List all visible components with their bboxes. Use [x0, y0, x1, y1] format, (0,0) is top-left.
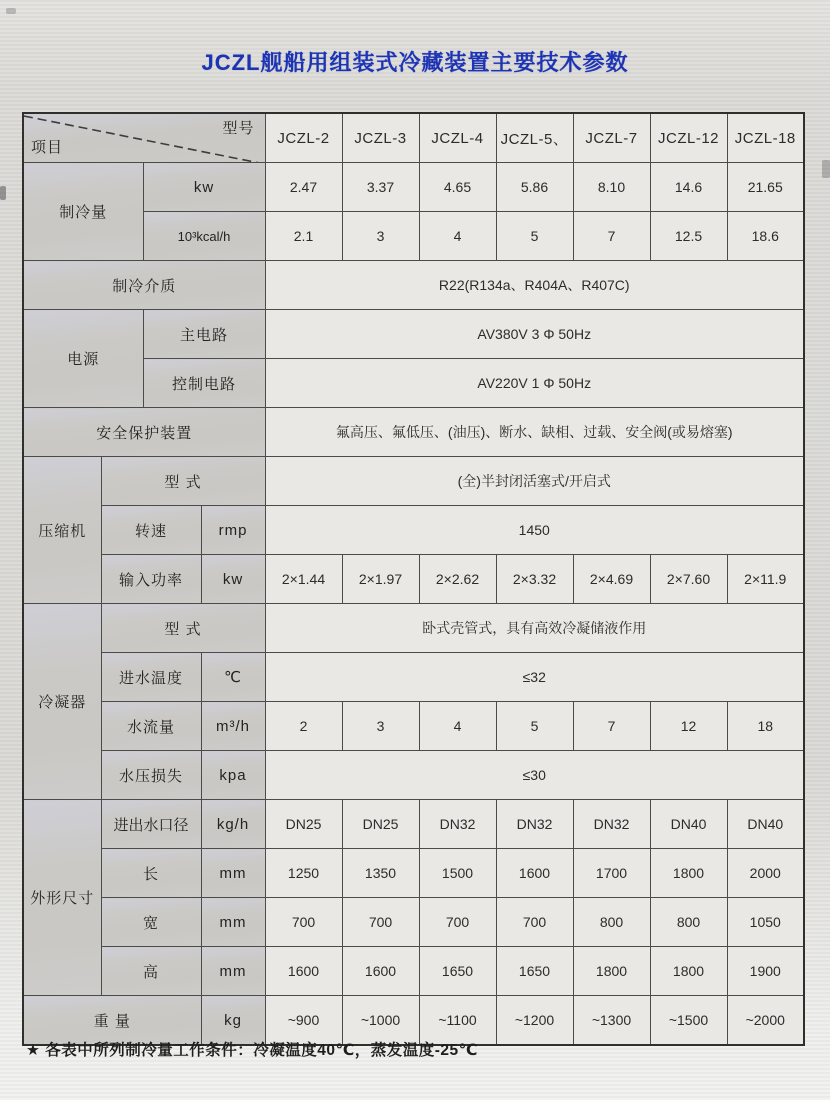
cell: DN25 [265, 800, 342, 849]
cell: 1600 [496, 849, 573, 898]
cell: 8.10 [573, 163, 650, 212]
cell: 2×3.32 [496, 555, 573, 604]
cell: 4.65 [419, 163, 496, 212]
input-power-row [23, 555, 804, 604]
inlet-temp-value: ≤32 [265, 653, 804, 702]
cell: DN32 [496, 800, 573, 849]
cell: 1900 [727, 947, 804, 996]
cell: 1600 [265, 947, 342, 996]
cell: 700 [496, 898, 573, 947]
cell: 2 [265, 702, 342, 751]
cell: ~1100 [419, 996, 496, 1046]
cell: ~2000 [727, 996, 804, 1046]
power-main-label: 主电路 [143, 310, 265, 359]
compressor-type-value: (全)半封闭活塞式/开启式 [265, 457, 804, 506]
cell: 800 [573, 898, 650, 947]
cell: 1250 [265, 849, 342, 898]
cooling-kw-row [23, 163, 804, 212]
cell: 1800 [573, 947, 650, 996]
water-flow-label: 水流量 [101, 702, 201, 751]
dimensions-label: 外形尺寸 [23, 800, 101, 996]
pipe-diameter-unit: kg/h [201, 800, 265, 849]
width-row [23, 898, 804, 947]
refrigerant-value: R22(R134a、R404A、R407C) [265, 261, 804, 310]
corner-label-item: 项目 [31, 139, 64, 156]
inlet-temp-unit: ℃ [201, 653, 265, 702]
cell: ~900 [265, 996, 342, 1046]
power-main-row [23, 310, 804, 359]
height-label: 高 [101, 947, 201, 996]
model-header: JCZL-12 [650, 113, 727, 163]
inlet-temp-row [23, 653, 804, 702]
length-label: 长 [101, 849, 201, 898]
compressor-type-label: 型 式 [101, 457, 265, 506]
cell: 5 [496, 212, 573, 261]
cell: 5 [496, 702, 573, 751]
length-unit: mm [201, 849, 265, 898]
cell: 2×1.44 [265, 555, 342, 604]
cell: 12 [650, 702, 727, 751]
cell: 3.37 [342, 163, 419, 212]
cell: 1800 [650, 947, 727, 996]
model-header: JCZL-2 [265, 113, 342, 163]
scan-artifact [0, 186, 6, 200]
cell: DN40 [650, 800, 727, 849]
cell: DN32 [419, 800, 496, 849]
corner-label-model: 型号 [222, 120, 255, 137]
cell: 1800 [650, 849, 727, 898]
condenser-type-row [23, 604, 804, 653]
input-power-label: 输入功率 [101, 555, 201, 604]
cooling-capacity-label: 制冷量 [23, 163, 143, 261]
cell: 700 [342, 898, 419, 947]
cell: 2×4.69 [573, 555, 650, 604]
pressure-loss-row [23, 751, 804, 800]
cell: 21.65 [727, 163, 804, 212]
cell: ~1300 [573, 996, 650, 1046]
cell: 700 [265, 898, 342, 947]
cell: 2000 [727, 849, 804, 898]
unit-kcal: 10³kcal/h [143, 212, 265, 261]
compressor-type-row [23, 457, 804, 506]
height-row [23, 947, 804, 996]
cell: 14.6 [650, 163, 727, 212]
cell: 4 [419, 212, 496, 261]
safety-row [23, 408, 804, 457]
cell: 1500 [419, 849, 496, 898]
cell: 4 [419, 702, 496, 751]
pressure-loss-label: 水压损失 [101, 751, 201, 800]
cell: 5.86 [496, 163, 573, 212]
condenser-type-value: 卧式壳管式，具有高效冷凝储液作用 [265, 604, 804, 653]
cell: 800 [650, 898, 727, 947]
model-header: JCZL-7 [573, 113, 650, 163]
power-label: 电源 [23, 310, 143, 408]
cell: 2×11.9 [727, 555, 804, 604]
model-header: JCZL-3 [342, 113, 419, 163]
model-header: JCZL-18 [727, 113, 804, 163]
compressor-speed-row [23, 506, 804, 555]
cell: 18 [727, 702, 804, 751]
refrigerant-label: 制冷介质 [23, 261, 265, 310]
condenser-type-label: 型 式 [101, 604, 265, 653]
speed-value: 1450 [265, 506, 804, 555]
header-row [23, 113, 804, 163]
refrigerant-row [23, 261, 804, 310]
compressor-label: 压缩机 [23, 457, 101, 604]
safety-value: 氟高压、氟低压、(油压)、断水、缺相、过载、安全阀(或易熔塞) [265, 408, 804, 457]
cell: DN40 [727, 800, 804, 849]
cell: 1700 [573, 849, 650, 898]
model-header: JCZL-5、 [496, 113, 573, 163]
width-unit: mm [201, 898, 265, 947]
cell: 2×1.97 [342, 555, 419, 604]
safety-label: 安全保护装置 [23, 408, 265, 457]
water-flow-unit: m³/h [201, 702, 265, 751]
condenser-label: 冷凝器 [23, 604, 101, 800]
cell: 1350 [342, 849, 419, 898]
cell: 3 [342, 212, 419, 261]
weight-label: 重 量 [23, 996, 201, 1046]
cell: DN25 [342, 800, 419, 849]
width-label: 宽 [101, 898, 201, 947]
cell: 1650 [496, 947, 573, 996]
power-control-label: 控制电路 [143, 359, 265, 408]
corner-cell [23, 113, 265, 163]
model-header: JCZL-4 [419, 113, 496, 163]
water-flow-row [23, 702, 804, 751]
power-main-value: AV380V 3 Φ 50Hz [265, 310, 804, 359]
page-title: JCZL舰船用组装式冷藏装置主要技术参数 [201, 50, 629, 75]
cell: 18.6 [727, 212, 804, 261]
cell: 7 [573, 702, 650, 751]
cell: DN32 [573, 800, 650, 849]
power-control-value: AV220V 1 Φ 50Hz [265, 359, 804, 408]
pressure-loss-unit: kpa [201, 751, 265, 800]
cell: 3 [342, 702, 419, 751]
cell: 700 [419, 898, 496, 947]
cell: ~1200 [496, 996, 573, 1046]
pressure-loss-value: ≤30 [265, 751, 804, 800]
cell: 2.1 [265, 212, 342, 261]
unit-kw: kw [143, 163, 265, 212]
cell: 2×2.62 [419, 555, 496, 604]
scan-artifact [6, 8, 16, 14]
input-power-unit: kw [201, 555, 265, 604]
height-unit: mm [201, 947, 265, 996]
speed-label: 转速 [101, 506, 201, 555]
cell: 1650 [419, 947, 496, 996]
inlet-temp-label: 进水温度 [101, 653, 201, 702]
cell: 7 [573, 212, 650, 261]
cell: 2×7.60 [650, 555, 727, 604]
footnote: ★ 各表中所列制冷量工作条件：冷凝温度40℃，蒸发温度-25℃ [26, 1042, 478, 1059]
pipe-diameter-row [23, 800, 804, 849]
scan-artifact [822, 160, 830, 178]
cell: ~1500 [650, 996, 727, 1046]
cell: 1050 [727, 898, 804, 947]
cell: 2.47 [265, 163, 342, 212]
cell: ~1000 [342, 996, 419, 1046]
pipe-diameter-label: 进出水口径 [101, 800, 201, 849]
spec-table [22, 112, 805, 1046]
cell: 1600 [342, 947, 419, 996]
cell: 12.5 [650, 212, 727, 261]
weight-unit: kg [201, 996, 265, 1046]
length-row [23, 849, 804, 898]
speed-unit: rmp [201, 506, 265, 555]
